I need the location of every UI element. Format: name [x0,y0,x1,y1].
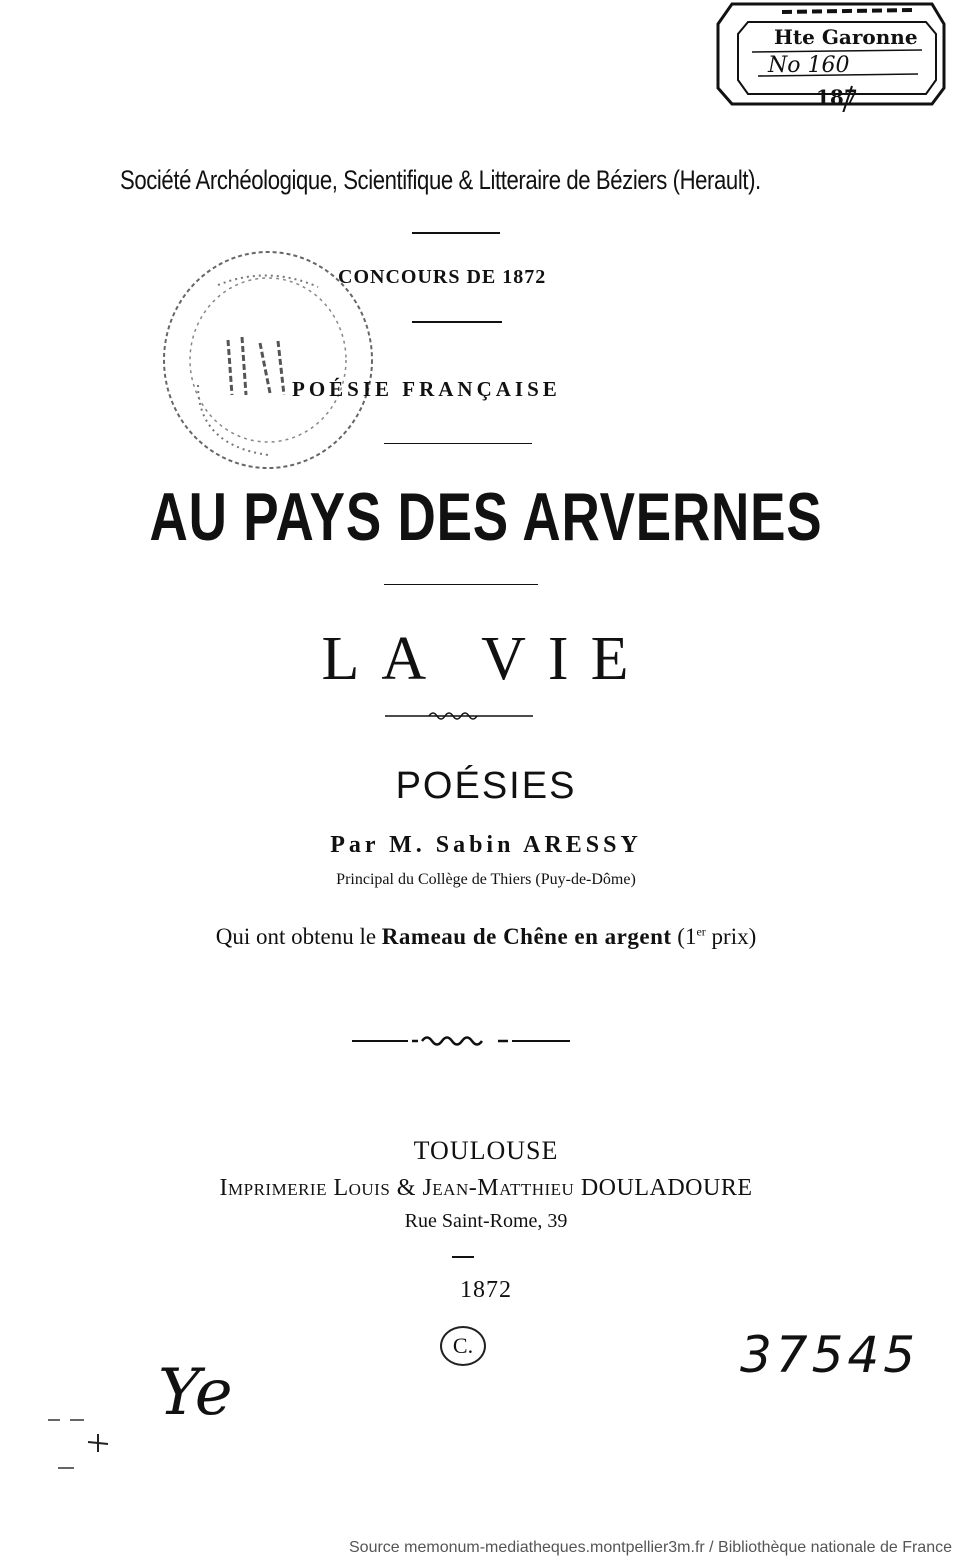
divider [384,443,532,444]
prize-prefix: Qui ont obtenu le [215,924,377,949]
subtitle: LA VIE [321,625,651,693]
divider [412,232,500,234]
prize-line: Qui ont obtenu le Rameau de Chêne en argent (1er prix) [215,924,757,949]
library-stamp-number: No 160 [768,53,850,78]
imprint-street: Rue Saint-Rome, 39 [404,1210,568,1232]
main-title: AU PAYS DES ARVERNES [149,479,823,555]
prize-name: Rameau de Chêne en argent [381,924,672,949]
library-stamp [712,0,946,112]
divider [412,321,502,323]
genre-line: POÉSIES [395,765,577,807]
competition-line: CONCOURS DE 1872 [338,266,547,288]
divider [452,1256,474,1258]
imprint-city: TOULOUSE [413,1136,559,1165]
ornament-divider [385,709,533,723]
cote-stamp: C. [440,1326,486,1366]
publication-year: 1872 [460,1277,512,1303]
library-stamp-label: Hte Garonne [774,25,918,49]
imprint-printer: Imprimerie Louis & Jean-Matthieu DOULADOURE [219,1175,753,1201]
divider [384,584,538,585]
society-heading: Société Archéologique, Scientifique & Litteraire de Béziers (Herault). [120,165,761,195]
library-stamp-year: 187 [816,85,858,109]
category-line: POÉSIE FRANÇAISE [292,377,561,401]
handwritten-number: 37545 [740,1326,920,1384]
prize-rank-word: prix [711,924,749,949]
author-position: Principal du Collège de Thiers (Puy-de-Dôme) [336,871,636,888]
prize-rank-number: 1 [684,924,697,949]
source-credit: Source memonum-mediatheques.montpellier3m.fr / Bibliothèque nationale de France [349,1539,952,1556]
margin-marks [44,1414,114,1474]
prize-rank-superscript: er [696,924,706,939]
ornament-divider-2 [352,1034,570,1048]
handwritten-shelfmark: Ye [158,1356,233,1430]
author-line: Par M. Sabin ARESSY [330,832,642,858]
